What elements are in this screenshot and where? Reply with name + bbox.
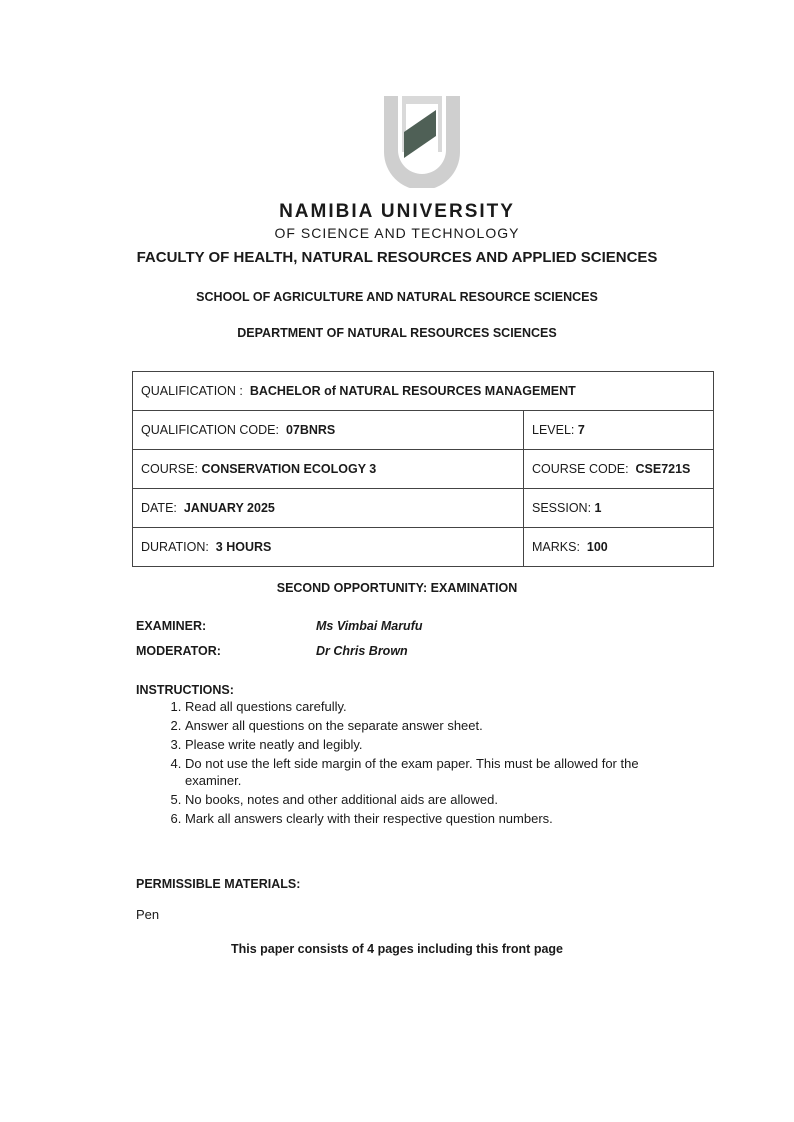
value: CONSERVATION ECOLOGY 3 [201, 462, 377, 476]
page-count-note: This paper consists of 4 pages including this front page [231, 942, 563, 956]
level-cell [524, 411, 714, 450]
university-subtitle: OF SCIENCE AND TECHNOLOGY [274, 225, 520, 241]
university-logo [380, 92, 464, 188]
label: DURATION: [141, 540, 209, 554]
university-name: NAMIBIA UNIVERSITY [279, 201, 515, 222]
label: SESSION: [532, 501, 592, 515]
qual-code-cell [133, 411, 524, 450]
duration-cell [133, 528, 524, 567]
marks-cell [524, 528, 714, 567]
course-code-cell [524, 450, 714, 489]
exam-info-table [132, 371, 714, 567]
materials-heading: PERMISSIBLE MATERIALS: [136, 877, 301, 891]
moderator-name: Dr Chris Brown [316, 644, 408, 658]
instructions-heading: INSTRUCTIONS: [136, 683, 234, 697]
materials-value: Pen [136, 907, 160, 922]
instructions-list [165, 698, 665, 829]
instruction-item: 5. No books, notes and other additional aids are allowed. [185, 791, 665, 808]
value: 1 [594, 501, 602, 515]
value: 3 HOURS [215, 540, 272, 554]
label: DATE: [141, 501, 177, 515]
course-cell [133, 450, 524, 489]
instruction-item: 6. Mark all answers clearly with their respective question numbers. [185, 810, 665, 827]
moderator-label: MODERATOR: [136, 644, 221, 658]
instruction-item: 1. Read all questions carefully. [185, 698, 665, 715]
value: 7 [577, 423, 585, 437]
label: MARKS: [532, 540, 580, 554]
label: COURSE CODE: [532, 462, 629, 476]
value: JANUARY 2025 [183, 501, 275, 515]
label: COURSE: [141, 462, 198, 476]
faculty-title: FACULTY OF HEALTH, NATURAL RESOURCES AND APPLIED SCIENCES [136, 249, 658, 266]
value: 100 [586, 540, 608, 554]
examiner-name: Ms Vimbai Marufu [316, 619, 423, 633]
qualification-cell [133, 372, 714, 411]
exam-title: SECOND OPPORTUNITY: EXAMINATION [276, 581, 518, 595]
label: QUALIFICATION : [141, 384, 243, 398]
value: CSE721S [635, 462, 691, 476]
session-cell [524, 489, 714, 528]
value: 07BNRS [285, 423, 336, 437]
instruction-item: 4. Do not use the left side margin of the exam paper. This must be allowed for the examiner. [185, 755, 665, 789]
date-cell [133, 489, 524, 528]
label: QUALIFICATION CODE: [141, 423, 279, 437]
instruction-item: 3. Please write neatly and legibly. [185, 736, 665, 753]
department-title: DEPARTMENT OF NATURAL RESOURCES SCIENCES [237, 326, 557, 340]
label: LEVEL: [532, 423, 575, 437]
value: BACHELOR of NATURAL RESOURCES MANAGEMENT [249, 384, 576, 398]
instruction-item: 2. Answer all questions on the separate answer sheet. [185, 717, 665, 734]
school-title: SCHOOL OF AGRICULTURE AND NATURAL RESOURCE SCIENCES [196, 290, 598, 304]
examiner-label: EXAMINER: [136, 619, 207, 633]
